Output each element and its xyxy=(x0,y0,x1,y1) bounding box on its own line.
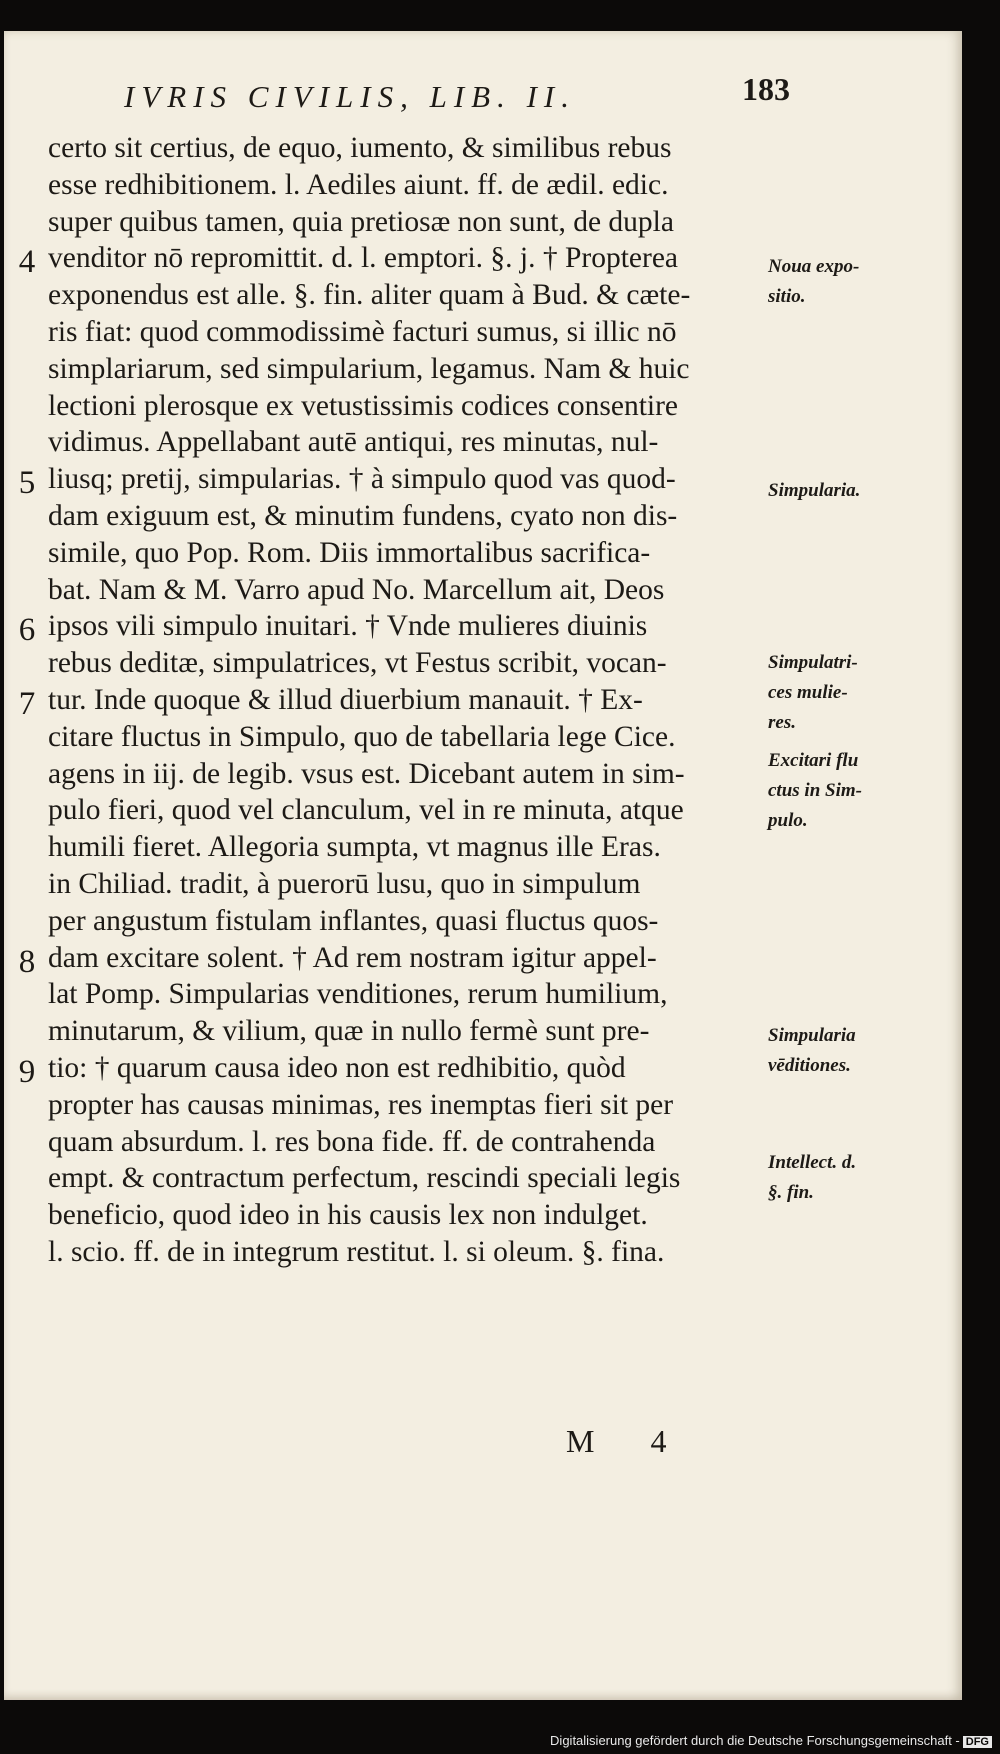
text-line: ris fiat: quod commodissimè facturi sumus, si illic nō xyxy=(48,316,677,348)
text-line: ipsos vili simpulo inuitari. † Vnde mulieres diuinis xyxy=(48,610,648,643)
dfg-logo: DFG xyxy=(963,1736,992,1748)
marginal-note: Excitari flu ctus in Sim- pulo. xyxy=(768,750,862,831)
text-line: per angustum fistulam inflantes, quasi fluctus quos- xyxy=(48,904,659,937)
text-line: venditor nō repromittit. d. l. emptori. §. j. † Propterea xyxy=(48,242,679,275)
text-line: propter has causas minimas, res inemptas fieri sit per xyxy=(48,1088,674,1121)
marginal-note: Noua expo- sitio. xyxy=(768,256,860,307)
marginal-line-number: 6 xyxy=(18,612,36,649)
text-line: pulo fieri, quod vel clanculum, vel in re minuta, atque xyxy=(48,794,684,827)
marginal-line-number: 5 xyxy=(18,465,36,502)
text-line: agens in iij. de legib. vsus est. Dicebant autem in sim- xyxy=(48,757,685,790)
marginal-note: Simpulatri- ces mulie- res. xyxy=(768,652,858,733)
running-title: IVRIS CIVILIS, LIB. II. xyxy=(124,79,576,114)
footer-text: Digitalisierung gefördert durch die Deutsche Forschungsgemeinschaft - xyxy=(550,1733,960,1748)
text-line: tur. Inde quoque & illud diuerbium manauit. † Ex- xyxy=(48,684,643,716)
text-line: in Chiliad. tradit, à puerorū lusu, quo in simpulum xyxy=(48,868,641,900)
text-line: empt. & contractum perfectum, rescindi speciali legis xyxy=(48,1162,681,1195)
book-page xyxy=(4,31,962,1700)
text-line: minutarum, & vilium, quæ in nullo fermè sunt pre- xyxy=(48,1015,650,1048)
text-line: rebus deditæ, simpulatrices, vt Festus scribit, vocan- xyxy=(48,647,667,680)
text-line: dam exiguum est, & minutim fundens, cyato non dis- xyxy=(48,500,678,532)
marginal-line-number: 8 xyxy=(18,943,36,980)
text-line: liusq; pretij, simpularias. † à simpulo quod vas quod- xyxy=(48,463,676,496)
marginal-line-number: 7 xyxy=(18,686,36,722)
text-line: super quibus tamen, quia pretiosæ non sunt, de dupla xyxy=(48,205,674,238)
marginal-line-number: 9 xyxy=(18,1054,36,1090)
text-line: simplariarum, sed simpularium, legamus. Nam & huic xyxy=(48,352,690,385)
text-line: certo sit certius, de equo, iumento, & similibus rebus xyxy=(48,132,672,164)
text-line: esse redhibitionem. l. Aediles aiunt. ff. de ædil. edic. xyxy=(48,168,669,201)
page-number: 183 xyxy=(742,71,790,107)
text-line: beneficio, quod ideo in his causis lex non indulget. xyxy=(48,1199,648,1232)
signature-mark: M 4 xyxy=(566,1423,691,1459)
text-line: quam absurdum. l. res bona fide. ff. de contrahenda xyxy=(48,1125,656,1158)
text-line: humili fieret. Allegoria sumpta, vt magnus ille Eras. xyxy=(48,831,661,864)
text-line: lat Pomp. Simpularias venditiones, rerum humilium, xyxy=(48,978,668,1011)
text-line: lectioni plerosque ex vetustissimis codices consentire xyxy=(48,389,679,422)
text-line: vidimus. Appellabant autē antiqui, res minutas, nul- xyxy=(48,426,659,459)
marginal-line-number: 4 xyxy=(18,244,36,281)
text-line: bat. Nam & M. Varro apud No. Marcellum ait, Deos xyxy=(48,573,665,606)
text-line: l. scio. ff. de in integrum restitut. l. si oleum. §. fina. xyxy=(48,1236,665,1268)
marginal-note: Simpularia vēditiones. xyxy=(768,1025,856,1076)
marginal-note: Simpularia. xyxy=(768,480,861,501)
footer-credit xyxy=(550,1733,992,1748)
text-line: simile, quo Pop. Rom. Diis immortalibus sacrifica- xyxy=(48,536,651,569)
text-line: dam excitare solent. † Ad rem nostram igitur appel- xyxy=(48,941,657,974)
text-line: citare fluctus in Simpulo, quo de tabellaria lege Cice. xyxy=(48,720,676,753)
text-line: exponendus est alle. §. fin. aliter quam à Bud. & cæte- xyxy=(48,279,691,312)
text-line: tio: † quarum causa ideo non est redhibitio, quòd xyxy=(48,1052,626,1084)
marginal-note: Intellect. d. §. fin. xyxy=(768,1152,857,1203)
